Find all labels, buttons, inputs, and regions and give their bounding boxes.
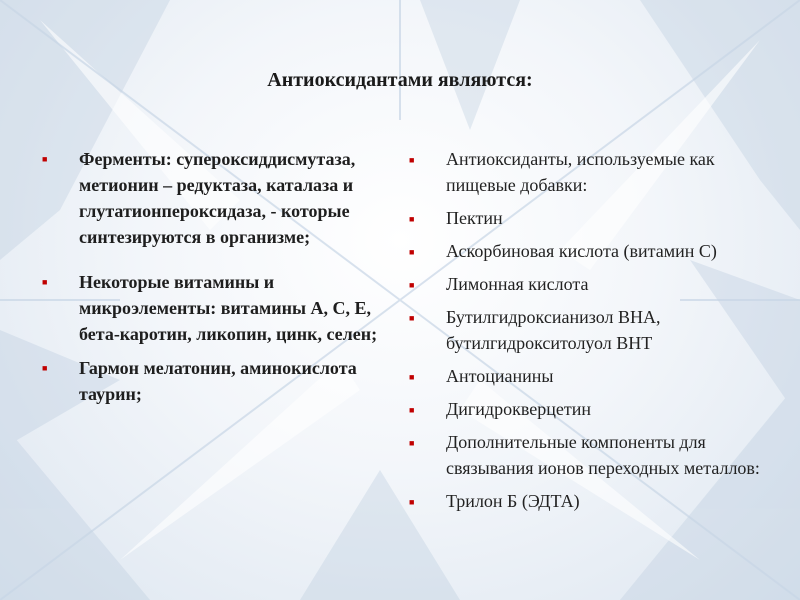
list-item — [409, 238, 776, 264]
list-item-vitamins — [42, 269, 401, 347]
bullet-icon: ■ — [409, 372, 415, 382]
list-item-text: Некоторые витамины и микроэлементы: витамины А, С, Е, бета-каротин, ликопин, цинк, селен; — [79, 272, 378, 344]
list-item-text: Антиоксиданты, используемые как пищевые добавки: — [446, 149, 715, 195]
list-item — [409, 429, 776, 481]
list-item — [409, 304, 776, 356]
bullet-icon: ■ — [409, 155, 415, 165]
list-item-text: Трилон Б (ЭДТА) — [446, 491, 580, 511]
list-item-text: Дополнительные компоненты для связывания ионов переходных металлов: — [446, 432, 760, 478]
bullet-icon: ■ — [42, 363, 48, 373]
list-item — [409, 488, 776, 514]
list-item-text: Пектин — [446, 208, 503, 228]
bullet-icon: ■ — [409, 214, 415, 224]
list-item — [409, 363, 776, 389]
bullet-icon: ■ — [409, 497, 415, 507]
bullet-icon: ■ — [42, 277, 48, 287]
list-item-hormone — [42, 355, 401, 407]
list-item-text: Дигидрокверцетин — [446, 399, 591, 419]
list-item — [409, 396, 776, 422]
bullet-icon: ■ — [409, 313, 415, 323]
slide-title: Антиоксидантами являются: — [267, 69, 533, 91]
list-item-text: Бутилгидроксианизол BHA, бутилгидрокситолуол BHT — [446, 307, 661, 353]
list-item-text: Аскорбиновая кислота (витамин С) — [446, 241, 717, 261]
bullet-icon: ■ — [409, 438, 415, 448]
bullet-icon: ■ — [409, 280, 415, 290]
left-bullet-list — [42, 146, 401, 407]
bullet-icon: ■ — [42, 154, 48, 164]
right-bullet-list — [409, 146, 776, 521]
list-item-text: Антоцианины — [446, 366, 554, 386]
bullet-icon: ■ — [409, 405, 415, 415]
bullet-icon: ■ — [409, 247, 415, 257]
list-item-text: Гармон мелатонин, аминокислота таурин; — [79, 358, 357, 404]
list-item — [409, 146, 776, 198]
list-item-text: Ферменты: супероксиддисмутаза, метионин – редуктаза, каталаза и глутатионпероксидаза, - которые синтезируются в организме; — [79, 149, 356, 247]
list-item-enzymes — [42, 146, 401, 250]
list-item — [409, 205, 776, 231]
list-item — [409, 271, 776, 297]
list-item-text: Лимонная кислота — [446, 274, 589, 294]
